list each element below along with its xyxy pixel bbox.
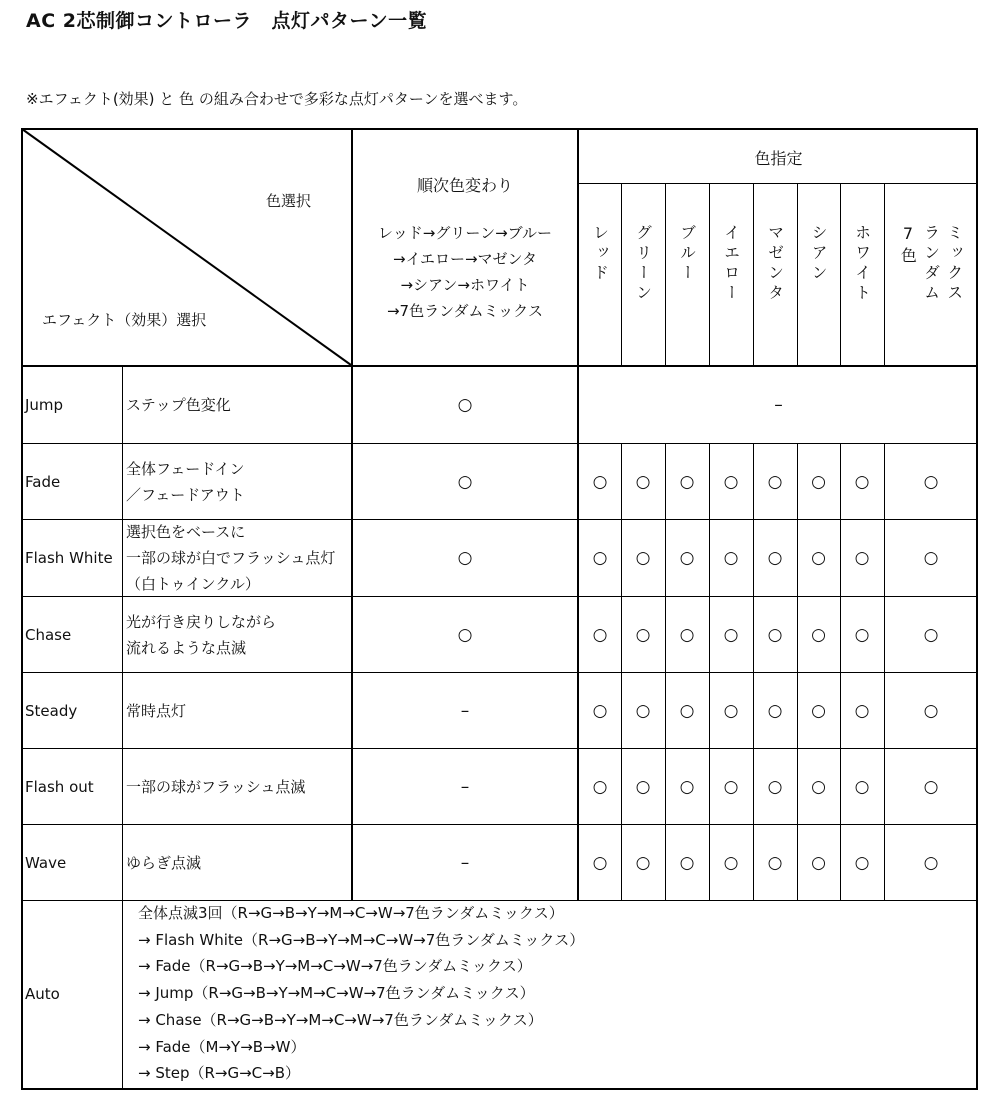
color-mark: ○	[767, 548, 783, 568]
color-mark: ○	[811, 471, 826, 492]
color-mark: ○	[811, 852, 826, 873]
color-mark: ○	[635, 624, 651, 645]
effect-col-line	[122, 366, 123, 1088]
description-line: 光が行き戻りしながら	[126, 612, 277, 631]
effect-description	[126, 367, 351, 443]
color-header-text: ミックス	[944, 224, 964, 304]
color-header-0	[579, 184, 621, 365]
color-mark: ○	[854, 471, 870, 492]
color-mark: ○	[679, 700, 695, 721]
description-lines	[126, 519, 335, 597]
sequential-lines	[378, 220, 552, 324]
sequential-mark: ○	[457, 548, 473, 568]
effect-description	[126, 520, 351, 596]
color-mark: ○	[679, 624, 695, 645]
color-header-5	[797, 184, 840, 365]
sequential-mark: –	[460, 700, 470, 721]
description-lines	[126, 456, 245, 508]
description-line: 選択色をベースに	[126, 523, 246, 541]
effect-description	[126, 825, 351, 900]
color-mark: ○	[767, 852, 783, 873]
description-line: ／フェードアウト	[126, 485, 245, 504]
color-mark: ○	[592, 776, 608, 797]
description-line: ゆらぎ点滅	[126, 853, 202, 872]
description-lines	[126, 609, 276, 661]
color-header-text: レッド	[590, 224, 610, 284]
color-header-text: ブルー	[677, 224, 697, 284]
color-mark: ○	[592, 471, 608, 492]
header-color-select: 色選択	[266, 192, 312, 210]
sequential-line: →シアン→ホワイト	[400, 275, 530, 294]
color-mark: ○	[811, 700, 826, 721]
color-mark: ○	[592, 700, 608, 721]
color-mark: ○	[854, 548, 870, 568]
auto-sequence-line: → Step（R→G→C→B）	[138, 1064, 301, 1083]
auto-sequence-line: 全体点滅3回（R→G→B→Y→M→C→W→7色ランダムミックス）	[138, 904, 564, 922]
color-mark: ○	[679, 471, 695, 492]
color-mark: ○	[635, 852, 651, 873]
description-line: ステップ色変化	[126, 396, 231, 414]
color-mark: ○	[635, 548, 651, 568]
color-header-text: イエロー	[721, 224, 741, 304]
color-mark: ○	[854, 776, 870, 797]
color-header-1	[621, 184, 665, 365]
colors-merged-mark: –	[774, 395, 783, 415]
sequential-mark: –	[460, 852, 470, 873]
color-mark: ○	[679, 776, 695, 797]
color-mark: ○	[923, 700, 939, 721]
effect-description	[126, 749, 351, 824]
color-mark: ○	[767, 700, 783, 721]
color-mark: ○	[592, 852, 608, 873]
effect-name: Steady	[25, 701, 78, 720]
description-line: 常時点灯	[126, 701, 187, 720]
color-header-text: ランダム	[921, 224, 941, 304]
color-mark: ○	[767, 776, 783, 797]
auto-effect-name: Auto	[25, 985, 60, 1003]
color-mark: ○	[811, 548, 826, 568]
auto-sequence-line: → Fade（R→G→B→Y→M→C→W→7色ランダムミックス）	[138, 957, 532, 976]
effect-description	[126, 673, 351, 748]
sequential-line: →7色ランダムミックス	[386, 301, 544, 320]
description-lines	[126, 850, 201, 876]
color-mark: ○	[811, 776, 826, 797]
color-header-text: ホワイト	[852, 224, 872, 304]
effect-name: Chase	[25, 625, 72, 644]
sequential-mark: –	[460, 776, 470, 797]
header-sequential	[352, 130, 578, 366]
page-title: AC 2芯制御コントローラ 点灯パターン一覧	[26, 10, 428, 32]
color-mark: ○	[723, 548, 739, 568]
color-mark: ○	[854, 852, 870, 873]
color-mark: ○	[923, 471, 939, 492]
color-mark: ○	[723, 471, 739, 492]
sequential-mark: ○	[457, 395, 473, 415]
description-lines	[126, 774, 305, 800]
color-mark: ○	[854, 700, 870, 721]
color-header-text: マゼンタ	[765, 224, 785, 304]
description-line: 一部の球が白でフラッシュ点灯	[126, 549, 336, 567]
auto-sequence	[138, 900, 584, 1087]
sequential-line: レッド→グリーン→ブルー	[377, 223, 553, 242]
effect-name: Jump	[25, 396, 64, 414]
description-line: 一部の球がフラッシュ点滅	[126, 777, 306, 796]
auto-sequence-line: → Chase（R→G→B→Y→M→C→W→7色ランダムミックス）	[138, 1010, 543, 1029]
effect-name: Flash White	[25, 549, 113, 567]
color-header-text: 7色	[898, 224, 918, 267]
header-effect-select: エフェクト（効果）選択	[42, 311, 207, 329]
color-mark: ○	[923, 852, 939, 873]
auto-sequence-line: → Flash White（R→G→B→Y→M→C→W→7色ランダムミックス）	[138, 930, 585, 949]
color-mark: ○	[723, 624, 739, 645]
description-line: （白トゥインクル）	[126, 575, 260, 593]
color-mark: ○	[592, 624, 608, 645]
diagonal-header-line	[21, 128, 353, 368]
color-mark: ○	[811, 624, 826, 645]
sequential-mark: ○	[457, 624, 473, 645]
auto-sequence-line: → Fade（M→Y→B→W）	[138, 1037, 306, 1056]
color-header-2	[665, 184, 709, 365]
note-text: ※エフェクト(効果) と 色 の組み合わせで多彩な点灯パターンを選べます。	[26, 90, 528, 108]
description-lines	[126, 698, 186, 724]
color-mark: ○	[592, 548, 608, 568]
color-header-3	[709, 184, 753, 365]
description-line: 流れるような点滅	[126, 638, 247, 657]
color-header-4	[753, 184, 797, 365]
color-header-7	[884, 184, 978, 365]
color-mark: ○	[923, 776, 939, 797]
description-lines	[126, 392, 231, 418]
color-header-6	[840, 184, 884, 365]
sequential-mark: ○	[457, 471, 473, 492]
color-mark: ○	[635, 471, 651, 492]
sequential-title: 順次色変わり	[416, 175, 513, 195]
color-mark: ○	[923, 548, 939, 568]
color-mark: ○	[723, 776, 739, 797]
color-mark: ○	[679, 548, 695, 568]
color-mark: ○	[767, 471, 783, 492]
color-header-text: グリーン	[633, 224, 653, 304]
color-header-text: シアン	[809, 224, 829, 284]
header-color-spec: 色指定	[754, 148, 803, 168]
effect-name: Wave	[25, 853, 67, 872]
color-mark: ○	[767, 624, 783, 645]
color-mark: ○	[635, 700, 651, 721]
color-mark: ○	[854, 624, 870, 645]
effect-name: Fade	[25, 472, 61, 491]
color-mark: ○	[923, 624, 939, 645]
effect-description	[126, 597, 351, 672]
effect-description	[126, 444, 351, 519]
effect-name: Flash out	[25, 777, 94, 796]
color-mark: ○	[679, 852, 695, 873]
color-mark: ○	[723, 700, 739, 721]
sequential-line: →イエロー→マゼンタ	[393, 249, 537, 268]
auto-sequence-line: → Jump（R→G→B→Y→M→C→W→7色ランダムミックス）	[138, 984, 535, 1003]
description-line: 全体フェードイン	[126, 459, 245, 478]
color-mark: ○	[723, 852, 739, 873]
color-mark: ○	[635, 776, 651, 797]
